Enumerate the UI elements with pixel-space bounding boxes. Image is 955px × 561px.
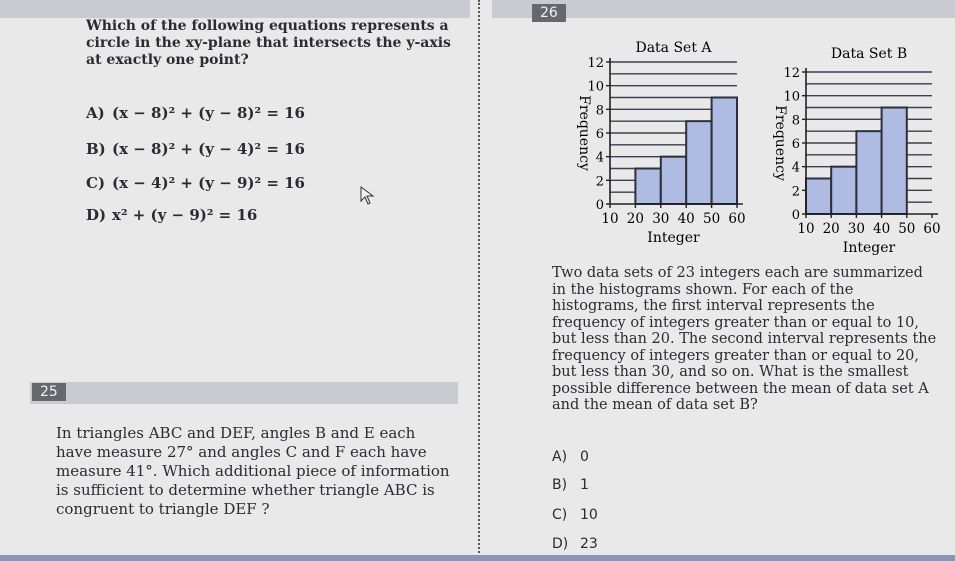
q26-choice-a[interactable] bbox=[552, 449, 589, 465]
histogram-bar bbox=[712, 98, 737, 205]
x-tick-label: 30 bbox=[652, 211, 670, 227]
y-axis-label: Frequency bbox=[576, 95, 592, 171]
choice-text: 1 bbox=[580, 477, 589, 493]
mouse-pointer-icon bbox=[360, 186, 376, 206]
histogram-bar bbox=[831, 167, 856, 214]
y-tick-label: 2 bbox=[595, 174, 604, 190]
q24-choice-d[interactable] bbox=[86, 206, 257, 224]
column-divider bbox=[478, 0, 480, 561]
x-tick-label: 60 bbox=[728, 211, 746, 227]
y-tick-label: 12 bbox=[587, 56, 604, 71]
y-tick-label: 6 bbox=[791, 137, 800, 152]
x-tick-label: 40 bbox=[873, 221, 891, 237]
choice-text: 10 bbox=[580, 507, 598, 523]
choice-letter: C) bbox=[86, 174, 106, 192]
choice-letter: C) bbox=[552, 507, 568, 523]
choice-text: 0 bbox=[580, 449, 589, 465]
y-tick-label: 8 bbox=[595, 103, 604, 119]
x-tick-label: 50 bbox=[703, 211, 721, 227]
chart-title: Data Set A bbox=[635, 40, 712, 56]
histogram-bar bbox=[661, 157, 686, 204]
y-axis-label: Frequency bbox=[772, 105, 788, 181]
q24-choice-a[interactable] bbox=[86, 104, 305, 122]
histogram-bar bbox=[686, 121, 711, 204]
chart-title: Data Set B bbox=[830, 46, 908, 62]
histogram-bar bbox=[635, 169, 660, 205]
y-tick-label: 4 bbox=[791, 160, 800, 176]
histogram-bar bbox=[806, 179, 831, 215]
q26-choice-b[interactable] bbox=[552, 477, 589, 493]
q25-number-tag: 25 bbox=[32, 383, 66, 401]
q25-stem: In triangles ABC and DEF, angles B and E each have measure 27° and angles C and F each have measure 41°. Which additional piece of information is sufficient to determine whether triangle ABC is congruent to triangle DEF ? bbox=[56, 424, 450, 518]
y-tick-label: 12 bbox=[783, 66, 800, 81]
x-axis-label: Integer bbox=[842, 240, 896, 256]
y-tick-label: 0 bbox=[595, 198, 604, 213]
x-tick-label: 30 bbox=[847, 221, 865, 237]
bottom-band bbox=[0, 555, 955, 561]
histogram-data-set-a bbox=[555, 32, 755, 257]
choice-text: (x − 8)² + (y − 4)² = 16 bbox=[112, 140, 305, 158]
x-tick-label: 20 bbox=[822, 221, 840, 237]
choice-letter: B) bbox=[86, 140, 106, 158]
choice-letter: A) bbox=[552, 449, 568, 465]
y-tick-label: 4 bbox=[595, 150, 604, 166]
y-tick-label: 8 bbox=[791, 113, 800, 129]
q24-stem: Which of the following equations represents a circle in the xy-plane that intersects the y-axis at exactly one point? bbox=[86, 18, 451, 68]
q24-choice-b[interactable] bbox=[86, 140, 305, 158]
choice-letter: B) bbox=[552, 477, 568, 493]
x-axis-label: Integer bbox=[647, 230, 700, 246]
q26-choice-c[interactable] bbox=[552, 507, 598, 523]
histogram-bar bbox=[882, 108, 907, 215]
histogram-bar bbox=[856, 131, 881, 214]
y-tick-label: 2 bbox=[791, 184, 800, 200]
choice-text: (x − 8)² + (y − 8)² = 16 bbox=[112, 104, 305, 122]
x-tick-label: 10 bbox=[601, 211, 619, 227]
y-tick-label: 0 bbox=[791, 208, 800, 223]
choice-text: x² + (y − 9)² = 16 bbox=[112, 206, 258, 224]
x-tick-label: 40 bbox=[677, 211, 695, 227]
q25-header-band bbox=[30, 382, 458, 404]
histogram-data-set-b bbox=[752, 38, 952, 260]
q24-header-band bbox=[0, 0, 470, 18]
q26-stem: Two data sets of 23 integers each are summarized in the histograms shown. For each of the histograms, the first interval represents the frequency of integers greater than or equal to 10, but less than 20. The second interval represents the frequency of integers greater than or equal to 20, but less than 30, and so on. What is the smallest possible difference between the mean of data set A and the mean of data set B? bbox=[552, 265, 937, 413]
choice-letter: D) bbox=[86, 206, 107, 224]
x-tick-label: 20 bbox=[626, 211, 644, 227]
q26-number-tag: 26 bbox=[532, 4, 566, 22]
choice-letter: A) bbox=[86, 104, 105, 122]
choice-text: 23 bbox=[580, 536, 598, 552]
q24-choice-c[interactable] bbox=[86, 174, 305, 192]
choice-text: (x − 4)² + (y − 9)² = 16 bbox=[112, 174, 305, 192]
y-tick-label: 10 bbox=[783, 89, 800, 105]
q26-choice-d[interactable] bbox=[552, 536, 598, 552]
choice-letter: D) bbox=[552, 536, 569, 552]
x-tick-label: 10 bbox=[797, 221, 815, 237]
x-tick-label: 60 bbox=[923, 221, 941, 237]
y-tick-label: 10 bbox=[587, 79, 604, 95]
x-tick-label: 50 bbox=[898, 221, 916, 237]
y-tick-label: 6 bbox=[595, 127, 604, 142]
